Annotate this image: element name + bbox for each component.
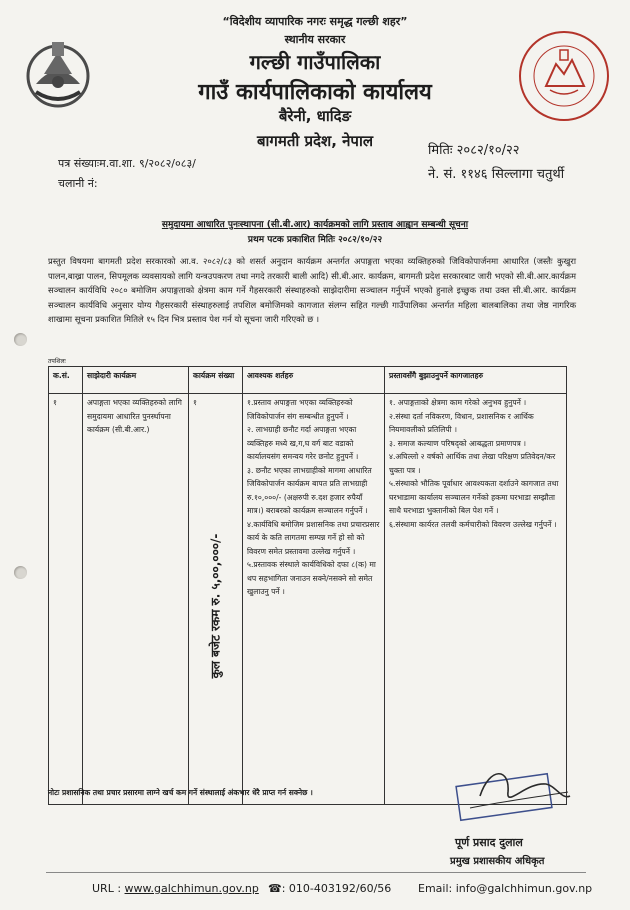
col-header-count: कार्यक्रम संख्या (189, 367, 243, 394)
document-item: २.संस्था दर्ता नविकरण, विधान, प्रशासनिक र आर्थिक नियमावलीको प्रतिलिपी । (389, 411, 534, 434)
document-item: १. अपाङ्गताको क्षेत्रमा काम गरेको अनुभव हुनुपर्ने । (389, 398, 527, 407)
punch-hole (14, 566, 27, 579)
program-count: १ (193, 398, 197, 407)
footer-url (92, 882, 259, 895)
cell-sn: १ (49, 394, 83, 805)
signatory-title: प्रमुख प्रशासकीय अधिकृत (450, 856, 545, 867)
website-link[interactable]: www.galchhimun.gov.np (124, 882, 259, 895)
cell-conditions (243, 394, 385, 805)
condition-item: २. लाभग्राही छनौट गर्दा अपाङ्गता भएका व्यक्तिहरु मध्ये ख,ग,घ वर्ग बाट वडाको कार्यालयसंग समन्वय गरेर छनोट हुनुपर्ने । (247, 425, 359, 461)
col-header-sn: क.सं. (49, 367, 83, 394)
letter-number: पत्र संख्याःम.वा.शा. ९/२०८२/०८३/ (58, 157, 196, 170)
document-item: ४.अघिल्लो २ वर्षको आर्थिक तथा लेखा परिक्षण प्रतिवेदन/कर चुक्ता पत्र । (389, 452, 556, 475)
table-caption: तपशिलः (48, 358, 66, 365)
signatory-name: पूर्ण प्रसाद दुलाल (455, 836, 523, 849)
notice-body: प्रस्तुत विषयमा बागमती प्रदेश सरकारको आ.व. २०८२/८३ को शसर्त अनुदान कार्यक्रम अन्तर्गत अपाङ्गता भएका व्यक्तिहरुको जिविकोपार्जनमा आधारित (जस्तैः कुखुरा पालन,बाख्रा पालन, सिपमूलक व्यवसायको लागि यन्त्रउपकरण तथा नगदे तरकारी बाली आदि) सी.बी.आर. कार्यक्रम, बागमती प्रदेश सरकारबाट जारी भएको सी.बी.आर.कार्यक्रम सञ्चालन कार्यविधि २०८० बमोजिम अपाङ्गताको क्षेत्रमा काम गर्ने गैहसरकारी संस्थाहरुको साझेदारीमा सञ्चालन गर्नुपर्ने भएको हुनाले इच्छुक तथा उक्त सी.बी.आर. कार्यक्रम सञ्चालन कार्यविधि अनुसार योग्य गैहसरकारी संस्थाहरुलाई तपशिल बमोजिमको कागजात संलग्न सहित गल्छी गाउँपालिका अन्तर्गत महिला बालबालिका तथा जेष्ठ नागरिक शाखामा सूचना प्रकाशित मितिले १५ दिन भित्र प्रस्ताव पेश गर्न यो सूचना जारी गरिएको छ । (48, 256, 576, 324)
punch-hole (14, 333, 27, 346)
condition-item: ५.प्रस्तावक संस्थाले कार्यविधिको दफा ८(क) मा थप सहभागिता जनाउन सक्ने/नसक्ने सो समेत खुलाउनु पर्ने । (247, 560, 376, 596)
total-budget: कुल बजेट रकम रु. ५,००,०००/- (207, 533, 222, 678)
document-item: ५.संस्थाको भौतिक पूर्वाधार आवश्यकता दर्शाउने कागजात तथा घरभाडामा कार्यालय सञ्चालन गर्नेको हकमा घरभाडा सम्झौता साथै घरभाडा भुक्तानीको बिल पेश गर्ने । (389, 479, 559, 515)
motto: “विदेशीय व्यापारिक नगरः समृद्ध गल्छी शहर” (222, 15, 408, 28)
footer-email[interactable]: Email: info@galchhimun.gov.np (418, 882, 593, 895)
phone-icon: ☎ (268, 882, 282, 895)
date-bs: मितिः २०८२/१०/२२ (428, 143, 520, 158)
address-line-1: बैरेनी, धादिङ (278, 107, 352, 125)
table-row (49, 394, 567, 805)
publication-date: प्रथम पटक प्रकाशित मितिः २०८२/१०/२२ (247, 235, 383, 245)
url-label: URL : (92, 882, 122, 895)
cell-count (189, 394, 243, 805)
address-line-2: बागमती प्रदेश, नेपाल (256, 132, 374, 150)
document-item: ३. समाज कल्याण परिषद्को आबद्धता प्रमाणपत्र । (389, 438, 527, 448)
phone-number: : 010-403192/60/56 (281, 882, 392, 895)
document-item: ६.संस्थामा कार्यरत तलवी कर्मचारीको विवरण उल्लेख गर्नुपर्ने । (389, 519, 557, 529)
footnote: नोटः प्रशासनिक तथा प्रचार प्रसारमा लाग्ने खर्च कम गर्ने संस्थालाई अंकभार धेरै प्राप्त गर्न सक्नेछ । (48, 788, 313, 797)
condition-item: ३. छनौट भएका लाभग्राहीको मागमा आधारित जिविकोपार्जन कार्यक्रम बापत प्रति लाभग्राही रु.१०,०००/- (अक्षरुपी रु.दश हजार रुपैयाँ मात्र।) बराबरको कार्यक्रम सञ्चालन गर्नुपर्ने । (247, 465, 372, 515)
official-stamp-icon (450, 762, 580, 822)
date-nepal-sambat: ने. सं. ११४६ सिल्लागा चतुर्थी (428, 167, 565, 182)
footer-phone (268, 882, 391, 895)
condition-item: १.प्रस्ताव अपाङ्गता भएका व्यक्तिहरुको जिविकोपार्जन संग सम्बन्धीत हुनुपर्ने । (247, 398, 353, 421)
col-header-documents: प्रस्तावसँगै बुझाउनुपर्ने कागजातहरु (385, 367, 567, 394)
footer-divider (46, 872, 586, 873)
municipality-seal-icon (516, 28, 612, 124)
cell-documents (385, 394, 567, 805)
local-government-label: स्थानीय सरकार (284, 33, 346, 46)
condition-item: ४.कार्यविधि बमोजिम प्रशासनिक तथा प्रचारप्रसार कार्य के कति लागतमा सम्पन्न गर्ने हो सो को विवरण समेत प्रस्तावमा उल्लेख गर्नुपर्ने । (247, 519, 380, 556)
office-name: गाउँ कार्यपालिकाको कार्यालय (198, 80, 432, 105)
col-header-program: साझेदारी कार्यक्रम (83, 367, 189, 394)
col-header-conditions: आवश्यक शर्तहरु (243, 367, 385, 394)
notice-subject: समुदायमा आधारित पुनःस्थापना (सी.बी.आर) कार्यक्रमको लागि प्रस्ताव आह्वान सम्बन्धी सूचना (161, 220, 469, 230)
table-header-row (49, 367, 567, 394)
nepal-emblem-icon (22, 38, 94, 110)
dispatch-number: चलानी नं: (58, 177, 98, 190)
cell-program: अपाङ्गता भएका व्यक्तिहरुको लागि समुदायमा आधारित पुनर्स्थापना कार्यक्रम (सी.बी.आर.) (83, 394, 189, 805)
municipality-name: गल्छी गाउँपालिका (249, 50, 381, 74)
requirements-table (48, 366, 567, 805)
